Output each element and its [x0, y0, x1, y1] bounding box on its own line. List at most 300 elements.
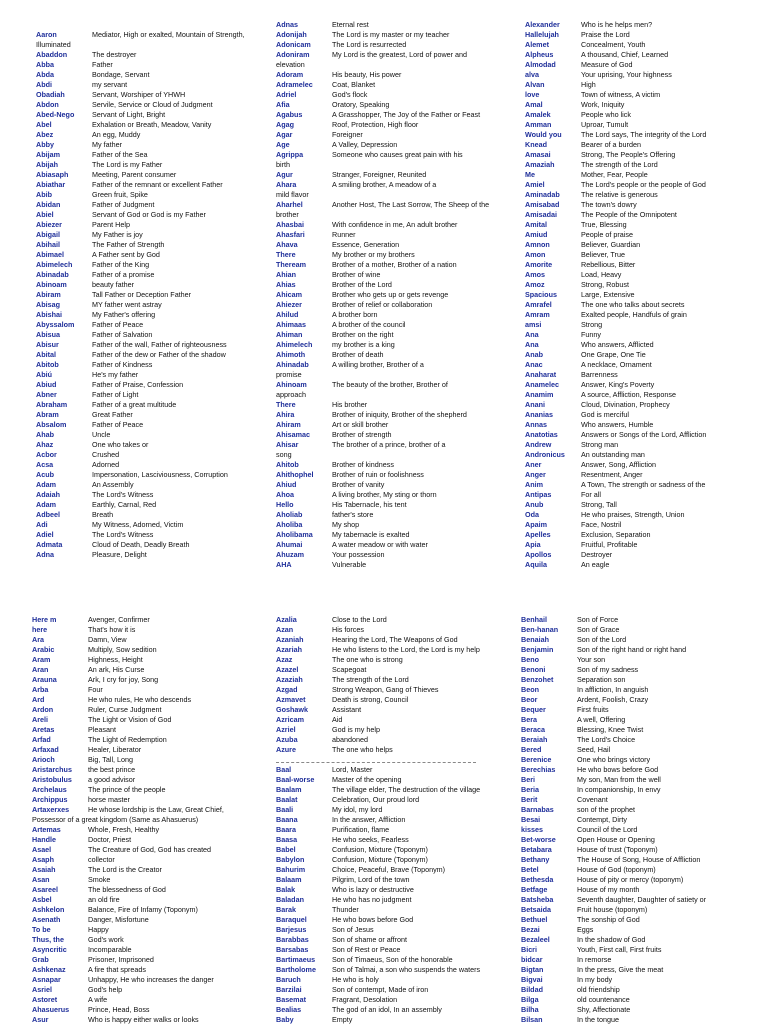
- entry-continuation: mild flavor: [276, 190, 309, 199]
- entry-name: Amrafel: [525, 300, 552, 309]
- entry-name: Adramelec: [276, 80, 313, 89]
- entry-meaning: Son of my sadness: [577, 665, 639, 674]
- entry-name: Handle: [32, 835, 56, 844]
- entry-meaning: Parent Help: [92, 220, 130, 229]
- entry-meaning: His brother: [332, 400, 368, 409]
- entry-name: Ahimelech: [276, 340, 313, 349]
- entry-name: Amaziah: [525, 160, 555, 169]
- entry-meaning: Son of shame or affront: [332, 935, 407, 944]
- entry-name: Baal-worse: [276, 775, 315, 784]
- entry-meaning: A brother of the council: [332, 320, 406, 329]
- entry-name: Bartimaeus: [276, 955, 316, 964]
- entry-meaning: The House of Song, House of Affliction: [577, 855, 701, 864]
- entry-name: Spacious: [525, 290, 557, 299]
- entry-row: [32, 805, 270, 815]
- entry-name: Aquila: [525, 560, 547, 569]
- entry-name: Adiel: [36, 530, 54, 539]
- entry-row: [525, 40, 763, 50]
- entry-meaning: old friendship: [577, 985, 620, 994]
- entry-meaning: A wife: [88, 995, 108, 1004]
- entry-meaning: Believer, True: [581, 250, 625, 259]
- entry-name: Oda: [525, 510, 539, 519]
- entry-name: Apia: [525, 540, 541, 549]
- entry-meaning: Essence, Generation: [332, 240, 400, 249]
- entry-row: [36, 360, 274, 370]
- entry-meaning: The Creature of God, God has created: [88, 845, 212, 854]
- entry-name: Artemas: [32, 825, 61, 834]
- entry-row: [525, 400, 763, 410]
- entry-meaning: Foreigner: [332, 130, 363, 139]
- entry-meaning: old countenance: [577, 995, 630, 1004]
- entry-row: [525, 440, 763, 450]
- entry-meaning: Mother, Fear, People: [581, 170, 648, 179]
- entry-row: [521, 915, 759, 925]
- entry-continuation: Illuminated: [36, 40, 71, 49]
- entry-name: Aharhel: [276, 200, 303, 209]
- entry-name: Amasai: [525, 150, 551, 159]
- entry-name: Amman: [525, 120, 552, 129]
- entry-name: Ardon: [32, 705, 54, 714]
- entry-name: Abda: [36, 70, 54, 79]
- entry-name: Ahimoth: [276, 350, 306, 359]
- column-7: [521, 615, 759, 1025]
- entry-meaning: Healer, Liberator: [88, 745, 142, 754]
- entry-row: [36, 160, 274, 170]
- entry-meaning: Who is he helps men?: [581, 20, 653, 29]
- entry-name: Amiud: [525, 230, 548, 239]
- entry-row: [276, 685, 514, 695]
- entry-row: [276, 140, 514, 150]
- entry-row: [521, 985, 759, 995]
- entry-name: Abiud: [36, 380, 57, 389]
- entry-name: Abdon: [36, 100, 59, 109]
- entry-name: Baal: [276, 765, 292, 774]
- entry-row: [525, 280, 763, 290]
- entry-name: Arabic: [32, 645, 55, 654]
- entry-row: [521, 825, 759, 835]
- column-4: [32, 615, 270, 1025]
- entry-name: here: [32, 625, 48, 634]
- entry-name: Anatotias: [525, 430, 558, 439]
- entry-name: Beraca: [521, 725, 545, 734]
- entry-meaning: Stranger, Foreigner, Reunited: [332, 170, 427, 179]
- entry-name: Azuba: [276, 735, 298, 744]
- entry-name: Azgad: [276, 685, 298, 694]
- entry-row: [525, 50, 763, 60]
- entry-name: Adna: [36, 550, 54, 559]
- entry-name: Alemet: [525, 40, 549, 49]
- entry-name: Bahurim: [276, 865, 306, 874]
- entry-row: [276, 220, 514, 230]
- entry-row: [525, 290, 763, 300]
- entry-row: [525, 350, 763, 360]
- entry-meaning: Father of Praise, Confession: [92, 380, 184, 389]
- entry-meaning: Incomparable: [88, 945, 132, 954]
- entry-row: [276, 945, 514, 955]
- entry-name: Amnon: [525, 240, 550, 249]
- entry-name: Arba: [32, 685, 49, 694]
- entry-name: Apelles: [525, 530, 551, 539]
- entry-name: Acub: [36, 470, 54, 479]
- entry-name: Theream: [276, 260, 306, 269]
- entry-meaning: Son of Jesus: [332, 925, 374, 934]
- entry-name: There: [276, 400, 296, 409]
- entry-row: [32, 865, 270, 875]
- entry-row: [525, 220, 763, 230]
- entry-row: [276, 905, 514, 915]
- entry-row: [276, 50, 514, 60]
- entry-meaning: Face, Nostril: [581, 520, 622, 529]
- entry-row: [276, 380, 514, 390]
- entry-name: Amital: [525, 220, 547, 229]
- entry-name: Abinoam: [36, 280, 67, 289]
- entry-meaning: Your son: [577, 655, 606, 664]
- entry-meaning: My Lord is the greatest, Lord of power and: [332, 50, 468, 59]
- entry-name: Ahithophel: [276, 470, 314, 479]
- entry-row: [276, 300, 514, 310]
- entry-meaning: My brother or my brothers: [332, 250, 415, 259]
- entry-meaning: Strong man: [581, 440, 619, 449]
- entry-row: [276, 110, 514, 120]
- entry-meaning: Confusion, Mixture (Toponym): [332, 845, 428, 854]
- entry-meaning: The Lord is my Father: [92, 160, 163, 169]
- entry-row: [525, 540, 763, 550]
- entry-row: [521, 665, 759, 675]
- entry-name: Amon: [525, 250, 546, 259]
- entry-name: Ahisar: [276, 440, 299, 449]
- entry-row: [521, 965, 759, 975]
- entry-row: [521, 1005, 759, 1015]
- entry-meaning: For all: [581, 490, 601, 499]
- entry-name: Beria: [521, 785, 539, 794]
- entry-name: Arfaxad: [32, 745, 59, 754]
- entry-meaning: Father of the King: [92, 260, 150, 269]
- entry-meaning: A water meadow or with water: [332, 540, 428, 549]
- entry-name: Azure: [276, 745, 296, 754]
- entry-meaning: He's my father: [92, 370, 139, 379]
- entry-meaning: House of God (toponym): [577, 865, 656, 874]
- entry-row: [276, 995, 514, 1005]
- entry-name: Abital: [36, 350, 56, 359]
- entry-meaning: An ark, His Curse: [88, 665, 145, 674]
- entry-meaning: Son of Rest or Peace: [332, 945, 401, 954]
- entry-row: [32, 695, 270, 705]
- entry-row: [521, 975, 759, 985]
- entry-name: Abimael: [36, 250, 64, 259]
- entry-name: Betabara: [521, 845, 552, 854]
- entry-row: [36, 170, 274, 180]
- entry-row: [36, 350, 274, 360]
- entry-row: [32, 855, 270, 865]
- entry-row: [525, 60, 763, 70]
- entry-row: [32, 975, 270, 985]
- entry-name: Ashkenaz: [32, 965, 66, 974]
- entry-meaning: The town's dowry: [581, 200, 637, 209]
- entry-row: [276, 240, 514, 250]
- entry-name: Benhail: [521, 615, 547, 624]
- entry-meaning: Coat, Blanket: [332, 80, 376, 89]
- entry-name: AHA: [276, 560, 292, 569]
- entry-name: Abigail: [36, 230, 60, 239]
- entry-row: [276, 1005, 514, 1015]
- entry-row: [36, 440, 274, 450]
- entry-name: Adonijah: [276, 30, 307, 39]
- entry-meaning: Fragrant, Desolation: [332, 995, 398, 1004]
- entry-meaning: Multiply, Sow sedition: [88, 645, 157, 654]
- entry-name: Adbeel: [36, 510, 60, 519]
- entry-name: Ahaz: [36, 440, 54, 449]
- entry-name: Azalia: [276, 615, 297, 624]
- entry-meaning: Destroyer: [581, 550, 613, 559]
- entry-meaning: Who is lazy or destructive: [332, 885, 414, 894]
- entry-meaning: That's how it is: [88, 625, 136, 634]
- section-divider: [276, 755, 476, 763]
- entry-meaning: The one who helps: [332, 745, 393, 754]
- entry-row: [276, 330, 514, 340]
- entry-name: Betel: [521, 865, 539, 874]
- entry-name: Ahilud: [276, 310, 299, 319]
- entry-meaning: my servant: [92, 80, 128, 89]
- entry-meaning: The strength of the Lord: [581, 160, 658, 169]
- entry-row: [525, 260, 763, 270]
- entry-name: Ahitob: [276, 460, 299, 469]
- entry-meaning: Brother of strength: [332, 430, 392, 439]
- entry-row: [36, 140, 274, 150]
- entry-name: Abel: [36, 120, 52, 129]
- entry-meaning: In remorse: [577, 955, 612, 964]
- entry-name: Asaiah: [32, 865, 56, 874]
- entry-continuation: elevation: [276, 60, 305, 69]
- entry-name: Anani: [525, 400, 545, 409]
- entry-row: [525, 360, 763, 370]
- entry-row: [276, 785, 514, 795]
- entry-name: Ahasbai: [276, 220, 304, 229]
- entry-name: Asbel: [32, 895, 52, 904]
- entry-row: [521, 875, 759, 885]
- entry-meaning: A source, Affliction, Response: [581, 390, 676, 399]
- entry-meaning: Purification, flame: [332, 825, 390, 834]
- entry-meaning: Exhalation or Breath, Meadow, Vanity: [92, 120, 212, 129]
- entry-name: Azazel: [276, 665, 299, 674]
- entry-name: Amoz: [525, 280, 545, 289]
- entry-name: Abraham: [36, 400, 68, 409]
- entry-row: [525, 310, 763, 320]
- entry-row: [525, 370, 763, 380]
- entry-meaning: Answers or Songs of the Lord, Affliction: [581, 430, 707, 439]
- entry-row: [276, 510, 514, 520]
- entry-row: [521, 645, 759, 655]
- entry-meaning: Who answers, Humble: [581, 420, 654, 429]
- entry-name: Aminadab: [525, 190, 560, 199]
- entry-meaning: Green fruit, Spike: [92, 190, 148, 199]
- entry-meaning: Father of the dew or Father of the shadow: [92, 350, 226, 359]
- entry-name: Adonicam: [276, 40, 311, 49]
- entry-meaning: Scapegoat: [332, 665, 367, 674]
- entry-row: [36, 30, 274, 40]
- entry-name: Barjesus: [276, 925, 307, 934]
- entry-row: [276, 130, 514, 140]
- entry-meaning: The relative is generous: [581, 190, 658, 199]
- entry-name: Would you: [525, 130, 562, 139]
- entry-name: Benjamin: [521, 645, 554, 654]
- entry-meaning: House of my month: [577, 885, 640, 894]
- entry-name: To be: [32, 925, 51, 934]
- entry-row: [521, 705, 759, 715]
- entry-meaning: He who rules, He who descends: [88, 695, 192, 704]
- entry-name: Azricam: [276, 715, 304, 724]
- entry-row: [36, 190, 274, 200]
- entry-row: [36, 280, 274, 290]
- entry-meaning: Son of Grace: [577, 625, 620, 634]
- entry-name: Amisadai: [525, 210, 557, 219]
- entry-row: [276, 490, 514, 500]
- entry-name: Alpheus: [525, 50, 554, 59]
- entry-meaning: A Grasshopper, The Joy of the Father or Feast: [332, 110, 481, 119]
- entry-row: [276, 805, 514, 815]
- entry-row: [525, 160, 763, 170]
- entry-name: Archelaus: [32, 785, 67, 794]
- entry-meaning: Seventh daughter, Daughter of satiety or: [577, 895, 707, 904]
- entry-row: [521, 865, 759, 875]
- entry-row: [36, 270, 274, 280]
- entry-meaning: Father of Kindness: [92, 360, 153, 369]
- entry-name: Ahiud: [276, 480, 297, 489]
- entry-meaning: The one who is strong: [332, 655, 403, 664]
- entry-row: [36, 150, 274, 160]
- column-6: [276, 765, 514, 1025]
- entry-row: [32, 675, 270, 685]
- entry-meaning: Separation son: [577, 675, 626, 684]
- entry-meaning: House of trust (Toponym): [577, 845, 658, 854]
- entry-row: [36, 90, 274, 100]
- entry-meaning: A smiling brother, A meadow of a: [332, 180, 437, 189]
- entry-row: [276, 230, 514, 240]
- entry-name: Beon: [521, 685, 539, 694]
- entry-row: [36, 460, 274, 470]
- entry-row: [276, 665, 514, 675]
- entry-row: [276, 70, 514, 80]
- entry-meaning: Brother of iniquity, Brother of the shepherd: [332, 410, 467, 419]
- entry-meaning: The village elder, The destruction of the village: [332, 785, 481, 794]
- entry-meaning: Concealment, Youth: [581, 40, 646, 49]
- entry-meaning: The Lord's Witness: [92, 490, 154, 499]
- entry-row: [525, 330, 763, 340]
- entry-name: Beor: [521, 695, 538, 704]
- entry-meaning: My shop: [332, 520, 360, 529]
- entry-meaning: Strong, Robust: [581, 280, 629, 289]
- entry-row: [276, 815, 514, 825]
- entry-name: Ananias: [525, 410, 553, 419]
- entry-name: Apollos: [525, 550, 552, 559]
- entry-meaning: He who is holy: [332, 975, 379, 984]
- entry-row: [276, 635, 514, 645]
- entry-row: [521, 675, 759, 685]
- entry-meaning: Brother of wine: [332, 270, 381, 279]
- entry-meaning: Tall Father or Deception Father: [92, 290, 192, 299]
- entry-row: [521, 735, 759, 745]
- entry-row: [36, 130, 274, 140]
- entry-name: Betfage: [521, 885, 548, 894]
- entry-name: Anim: [525, 480, 543, 489]
- entry-meaning: Hearing the Lord, The Weapons of God: [332, 635, 458, 644]
- entry-name: Abishai: [36, 310, 62, 319]
- entry-name: Asareel: [32, 885, 58, 894]
- entry-row: [276, 440, 514, 450]
- entry-row: [525, 90, 763, 100]
- entry-meaning: The one who talks about secrets: [581, 300, 685, 309]
- entry-row: [276, 470, 514, 480]
- entry-row: [276, 540, 514, 550]
- entry-name: Asaph: [32, 855, 54, 864]
- entry-meaning: my brother is a king: [332, 340, 395, 349]
- entry-row: [276, 845, 514, 855]
- entry-meaning: Strong, Tall: [581, 500, 617, 509]
- entry-meaning: abandoned: [332, 735, 368, 744]
- entry-meaning: Son of Talmai, a son who suspends the waters: [332, 965, 481, 974]
- entry-name: Ahisamac: [276, 430, 310, 439]
- entry-meaning: Breath: [92, 510, 114, 519]
- entry-name: Adam: [36, 500, 56, 509]
- entry-meaning: The brother of a prince, brother of a: [332, 440, 446, 449]
- entry-name: Hello: [276, 500, 294, 509]
- entry-meaning: Your possession: [332, 550, 385, 559]
- entry-meaning: Vulnerable: [332, 560, 367, 569]
- entry-name: Abaddon: [36, 50, 68, 59]
- entry-name: Thus, the: [32, 935, 64, 944]
- entry-name: Adaiah: [36, 490, 60, 499]
- entry-row: [276, 250, 514, 260]
- entry-row: [36, 490, 274, 500]
- entry-meaning: In affliction, In anguish: [577, 685, 649, 694]
- entry-row: [276, 865, 514, 875]
- entry-meaning: Whole, Fresh, Healthy: [88, 825, 160, 834]
- entry-meaning: Celebration, Our proud lord: [332, 795, 420, 804]
- entry-name: Baladan: [276, 895, 304, 904]
- entry-name: Barsabas: [276, 945, 309, 954]
- entry-meaning: Pilgrim, Lord of the town: [332, 875, 410, 884]
- entry-name: Berenice: [521, 755, 552, 764]
- entry-meaning: The Lord is my master or my teacher: [332, 30, 450, 39]
- entry-name: Baby: [276, 1015, 294, 1024]
- entry-row: [32, 635, 270, 645]
- entry-name: Anamim: [525, 390, 554, 399]
- entry-row: [521, 855, 759, 865]
- entry-name: Adi: [36, 520, 48, 529]
- entry-meaning: Servile, Service or Cloud of Judgment: [92, 100, 213, 109]
- entry-meaning: Balance, Fire of Infamy (Toponym): [88, 905, 198, 914]
- entry-meaning: Load, Heavy: [581, 270, 622, 279]
- entry-row: [276, 560, 514, 570]
- entry-row: [525, 560, 763, 570]
- entry-meaning: Father of Peace: [92, 320, 144, 329]
- entry-name: Abiram: [36, 290, 61, 299]
- entry-meaning: People who lick: [581, 110, 631, 119]
- entry-meaning: In the shadow of God: [577, 935, 646, 944]
- entry-meaning: God's flock: [332, 90, 368, 99]
- entry-row: [276, 40, 514, 50]
- entry-row: [521, 635, 759, 645]
- entry-name: Bera: [521, 715, 537, 724]
- entry-meaning: The destroyer: [92, 50, 137, 59]
- entry-row: [32, 615, 270, 625]
- entry-name: Asnapar: [32, 975, 61, 984]
- entry-name: Abijah: [36, 160, 58, 169]
- entry-name: Aristobulus: [32, 775, 72, 784]
- entry-name: Abihail: [36, 240, 60, 249]
- entry-row: [32, 755, 270, 765]
- entry-name: Abijam: [36, 150, 60, 159]
- entry-row: [36, 100, 274, 110]
